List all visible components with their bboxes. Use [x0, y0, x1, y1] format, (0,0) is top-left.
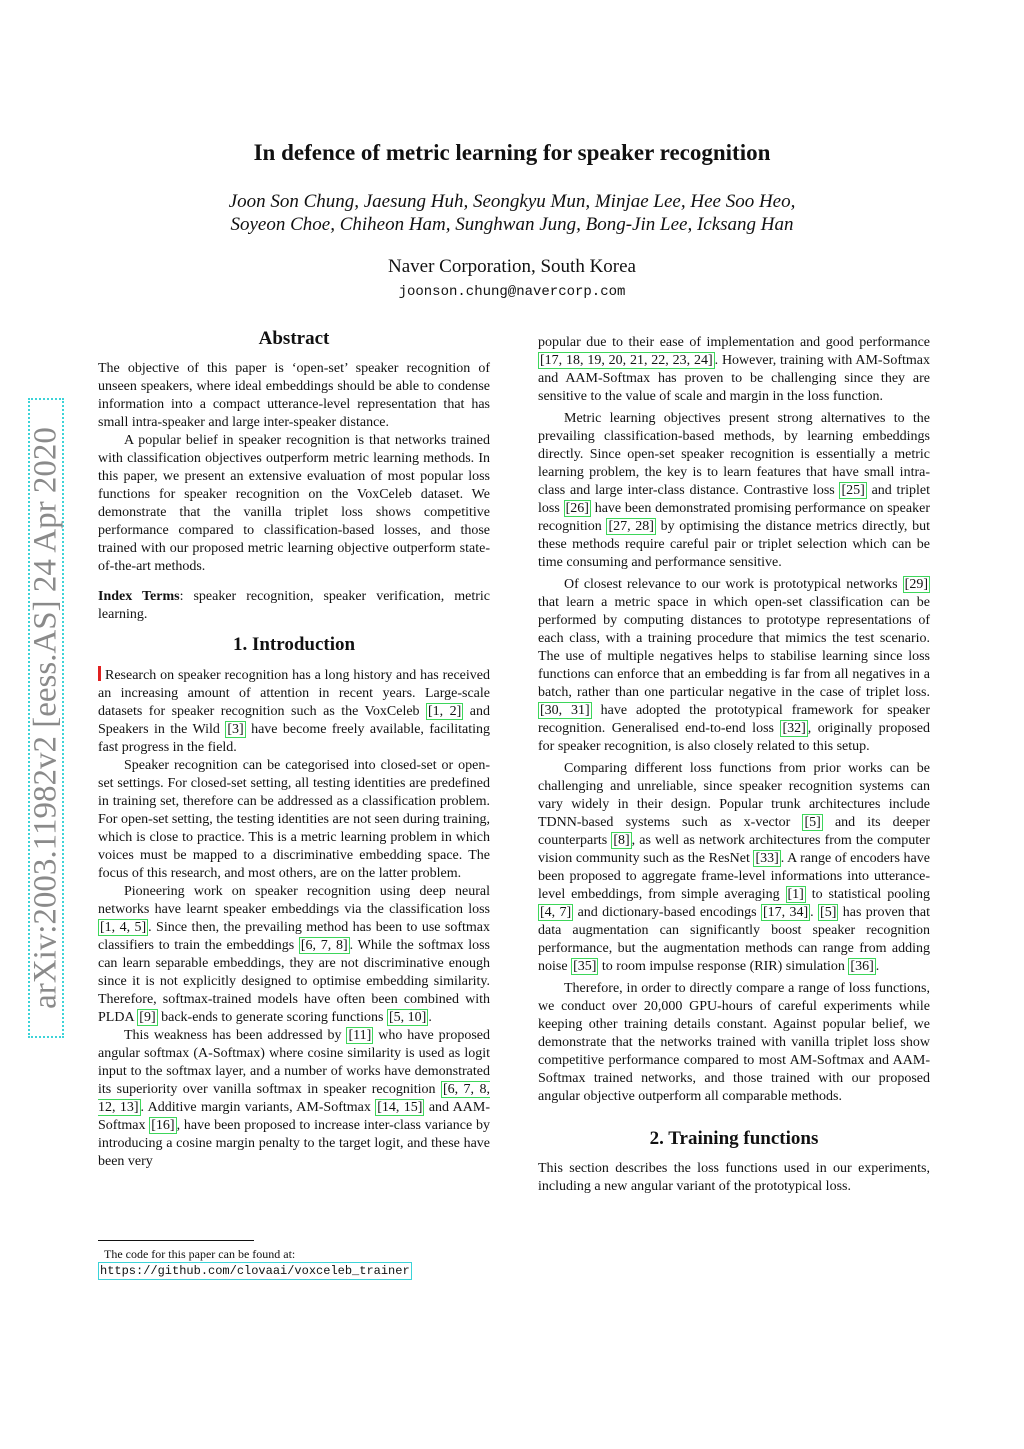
code-url-link[interactable]: https://github.com/clovaai/voxceleb_trainer [100, 1264, 410, 1278]
citation-link[interactable]: [32] [782, 721, 806, 736]
author-line-2: Soyeon Choe, Chiheon Ham, Sunghwan Jung, Bong-Jin Lee, Icksang Han [230, 214, 794, 235]
citation-link[interactable]: [27, 28] [608, 519, 654, 534]
paper-title: In defence of metric learning for speaker recognition [253, 140, 771, 165]
citation-link[interactable]: [29] [904, 577, 928, 592]
abstract-paragraph-1: The objective of this paper is ‘open-set’ speaker recognition of unseen speakers, where ideal embeddings should be able to condense information into a compact utterance-level representation that has small intra-speaker and large inter-speaker distance. [98, 361, 490, 430]
citation-link[interactable]: [26] [565, 501, 589, 516]
citation-link[interactable]: [14, 15] [377, 1100, 423, 1115]
citation-link[interactable]: [4, 7] [540, 905, 572, 920]
citation-link[interactable]: [5, 10] [389, 1010, 427, 1025]
footnote-rule [98, 1240, 254, 1241]
intro-paragraph-7: Of closest relevance to our work is prototypical networks [29] that learn a metric space in which open-set classification can be performed by computing distances to prototype representations of each class, with a training procedure that mimics the test scenario. The use of multiple negatives helps to stabilise learning since loss functions can enforce that an embedding is far from all negatives in a batch, rather than one particular negative in the case of triplet loss. [30, 31] have adopted the prototypical framework for speaker recognition. Generalised end-to-end loss [32] , originally proposed for speaker recognition, is also closely related to this setup. [538, 577, 930, 754]
citation-link[interactable]: [5] [804, 815, 821, 830]
arxiv-identifier: arXiv:2003.11982v2 [eess.AS] 24 Apr 2020 [27, 427, 64, 1009]
citation-link[interactable]: [17, 34] [762, 905, 809, 920]
index-terms-text: : speaker recognition, speaker verification, metric learning. [98, 589, 491, 622]
affiliation: Naver Corporation, South Korea [388, 256, 636, 277]
abstract-paragraph-2: A popular belief in speaker recognition is that networks trained with classification objectives outperform metric learning methods. In this paper, we present an extensive evaluation of most popular loss functions for speaker recognition on the VoxCeleb dataset. We demonstrate that the vanilla triplet loss shows competitive performance compared to classification-based losses, and those trained with our proposed metric learning objective outperform state-of-the-art methods. [98, 433, 490, 574]
citation-link[interactable]: [16] [151, 1118, 175, 1133]
index-terms [98, 588, 490, 624]
change-marker [98, 666, 101, 681]
author-list [0, 190, 1024, 236]
training-functions-heading: 2. Training functions [649, 1128, 819, 1149]
intro-paragraph-6: Metric learning objectives present strong alternatives to the prevailing classification-based methods, by learning embeddings directly. Since open-set speaker recognition is essentially a metric learning problem, the key is to learn features that have small intra-class and large inter-class distance. Contrastive loss [25] and triplet loss [26] have been demonstrated promising performance on speaker recognition [27, 28] by optimising the distance metrics directly, but these methods require careful pair or triplet selection which can be time consuming and performance sensitive. [538, 411, 930, 570]
introduction-heading: 1. Introduction [232, 634, 356, 655]
citation-link[interactable]: [1] [787, 887, 804, 902]
footnote-text: The code for this paper can be found at: [104, 1247, 296, 1261]
citation-link[interactable]: [1, 4, 5] [100, 920, 147, 935]
intro-paragraph-8: Comparing different loss functions from prior works can be challenging and unreliable, since speaker recognition systems can vary widely in their design. Popular trunk architectures include TDNN-based systems such as x-vector [5] and its deeper counterparts [8] , as well as network architectures from the computer vision community such as the ResNet [33] . A range of encoders have been proposed to aggregate frame-level informations into utterance-level embeddings, from simple averaging [1] to statistical pooling [4, 7] and dictionary-based encodings [17, 34] . [5] has proven that data augmentation can significantly boost speaker recognition performance, but the augmentation methods can range from adding noise [35] to room impulse response (RIR) simulation [36] . [538, 761, 931, 974]
citation-link[interactable]: [8] [613, 833, 630, 848]
intro-paragraph-4: This weakness has been addressed by [11] who have proposed angular softmax (A-Softmax) where cosine similarity is used as logit input to the softmax layer, and a number of works have demonstrated its superiority over vanilla softmax in speaker recognition [6, 7, 8, 12, 13] . Additive margin variants, AM-Softmax [14, 15] and AAM-Softmax [16] , have been proposed to increase inter-class variance by introducing a cosine margin penalty to the target logit, and these have been very [98, 1028, 490, 1169]
citation-link[interactable]: [3] [227, 722, 244, 737]
citation-link[interactable]: [11] [348, 1028, 372, 1043]
citation-link[interactable]: [5] [820, 905, 837, 920]
intro-paragraph-1: Research on speaker recognition has a long history and has received an increasing amount of attention in recent years. Large-scale datasets for speaker recognition such as the VoxCeleb [1, 2] and Speakers in the Wild [3] have become freely available, facilitating fast progress in the field. [98, 668, 490, 755]
citation-link[interactable]: [17, 18, 19, 20, 21, 22, 23, 24] [540, 353, 713, 368]
citation-link[interactable]: [30, 31] [540, 703, 590, 718]
intro-paragraph-3: Pioneering work on speaker recognition using deep neural networks have learnt speaker embeddings via the classification loss [1, 4, 5] . Since then, the prevailing method has been to use softmax classifiers to train the embeddings [6, 7, 8] . While the softmax loss can learn separable embeddings, they are not discriminative enough since it is not explicitly designed to optimise embedding similarity. Therefore, softmax-trained models have often been combined with PLDA [9] back-ends to generate scoring functions [5, 10] . [98, 884, 490, 1025]
training-functions-paragraph: This section describes the loss functions used in our experiments, including a new angular variant of the prototypical loss. [538, 1161, 930, 1194]
index-terms-label: Index Terms [98, 589, 180, 604]
citation-link[interactable]: [25] [841, 483, 865, 498]
left-column [98, 330, 490, 1171]
citation-link[interactable]: [33] [755, 851, 779, 866]
author-line-1: Joon Son Chung, Jaesung Huh, Seongkyu Mun, Minjae Lee, Hee Soo Heo, [228, 191, 796, 212]
abstract-heading: Abstract [258, 328, 330, 349]
intro-paragraph-9: Therefore, in order to directly compare a range of loss functions, we conduct over 20,000 GPU-hours of careful experiments while keeping other training details constant. Against popular belief, we demonstrate that the networks trained with vanilla triplet loss show competitive performance compared to most AM-Softmax and AAM-Softmax trained networks, and those trained with our proposed angular objective outperform all comparable methods. [538, 981, 930, 1104]
footnote [98, 1240, 490, 1280]
citation-link[interactable]: [1, 2] [428, 704, 462, 719]
citation-link[interactable]: [9] [139, 1010, 156, 1025]
citation-link[interactable]: [6, 7, 8, 12, 13] [98, 1082, 490, 1115]
right-column [538, 334, 930, 1196]
intro-paragraph-2: Speaker recognition can be categorised into closed-set or open-set settings. For closed-set setting, all testing identities are predefined in training set, therefore can be addressed as a classification problem. For open-set setting, the testing identities are not seen during training, which is close to practice. This is a metric learning problem in which voices must be mapped to a discriminative embedding space. The focus of this research, and most others, are on the latter problem. [98, 758, 490, 881]
arxiv-side-stamp [28, 398, 64, 1038]
intro-paragraph-5: popular due to their ease of implementation and good performance [17, 18, 19, 20, 21, 22, 23, 24] . However, training with AM-Softmax and AAM-Softmax has proven to be challenging since they are sensitive to the value of scale and margin in the loss function. [538, 335, 931, 404]
citation-link[interactable]: [6, 7, 8] [300, 938, 348, 953]
citation-link[interactable]: [36] [850, 959, 874, 974]
citation-link[interactable]: [35] [573, 959, 597, 974]
email-address: joonson.chung@navercorp.com [398, 284, 626, 300]
